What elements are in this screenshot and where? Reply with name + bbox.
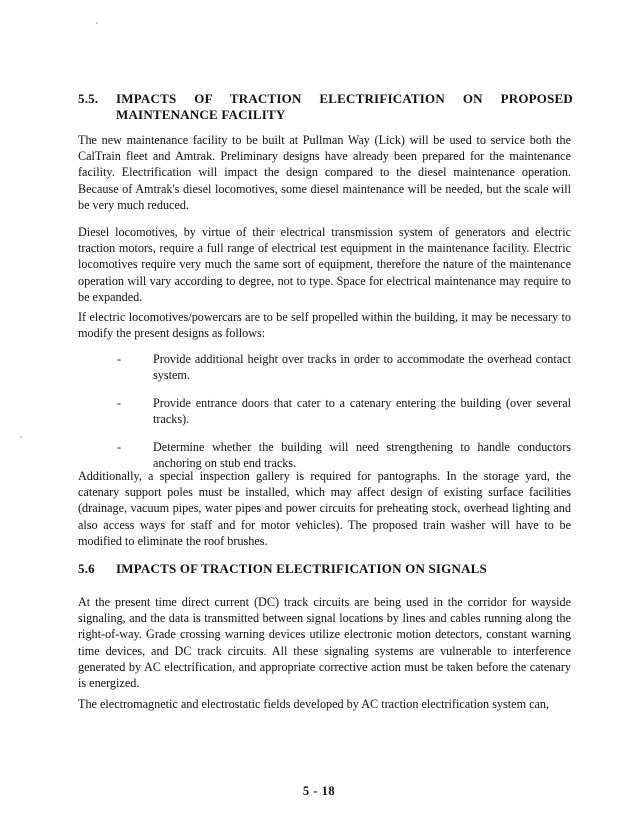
section-number: 5.6	[78, 561, 95, 576]
paragraph: The electromagnetic and electrostatic fields developed by AC traction electrification system can,	[78, 697, 550, 711]
scan-speck	[20, 436, 22, 438]
list-bullet: -	[117, 352, 122, 366]
section-number: 5.5.	[78, 91, 99, 106]
list-bullet: -	[117, 396, 122, 410]
paragraph: If electric locomotives/powercars are to be self propelled within the building, it may be necessary to modify the present designs as follows:	[78, 310, 571, 341]
list-item-text: Provide additional height over tracks in order to accommodate the overhead contact system.	[153, 352, 571, 383]
section-title-line-1: IMPACTS OF TRACTION ELECTRIFICATION ON PROPOSED	[116, 91, 573, 106]
scan-speck	[96, 22, 98, 24]
section-title-line-2: MAINTENANCE FACILITY	[116, 107, 286, 122]
section-title: IMPACTS OF TRACTION ELECTRIFICATION ON SIGNALS	[116, 561, 487, 576]
list-bullet: -	[117, 440, 122, 454]
paragraph: The new maintenance facility to be built at Pullman Way (Lick) will be used to service both the CalTrain fleet and Amtrak. Preliminary designs have already been prepared for the maintenance facility. Electrification will impact the design compared to the diesel maintenance operation. Because of Amtrak's diesel locomotives, some diesel maintenance will be needed, but the scale will be very much reduced.	[78, 133, 571, 212]
paragraph: At the present time direct current (DC) track circuits are being used in the corridor for wayside signaling, and the data is transmitted between signal locations by lines and cables running along the right-of-way. Grade crossing warning devices utilize electronic motion detectors, constant warning time devices, and DC track circuits. All these signaling systems are vulnerable to interference generated by AC electrification, and appropriate corrective action must be taken before the catenary is energized.	[78, 595, 571, 691]
page-number: 5 - 18	[302, 784, 336, 798]
paragraph: Diesel locomotives, by virtue of their electrical transmission system of generators and electric traction motors, require a full range of electrical test equipment in the maintenance facility. Electric locomotives require very much the same sort of equipment, therefore the nature of the maintenance operation will vary according to degree, not to type. Space for electrical maintenance may require to be expanded.	[78, 225, 571, 304]
paragraph: Additionally, a special inspection gallery is required for pantographs. In the storage yard, the catenary support poles must be installed, which may affect design of existing surface facilities (drainage, vacuum pipes, water pipes and power circuits for preheating stock, overhead lighting and also access ways for staff and for motor vehicles). The proposed train washer will have to be modified to eliminate the roof brushes.	[78, 469, 571, 548]
list-item-text: Provide entrance doors that cater to a catenary entering the building (over several tracks).	[153, 396, 571, 427]
list-item-text: Determine whether the building will need strengthening to handle conductors anchoring on stub end tracks.	[153, 440, 571, 471]
